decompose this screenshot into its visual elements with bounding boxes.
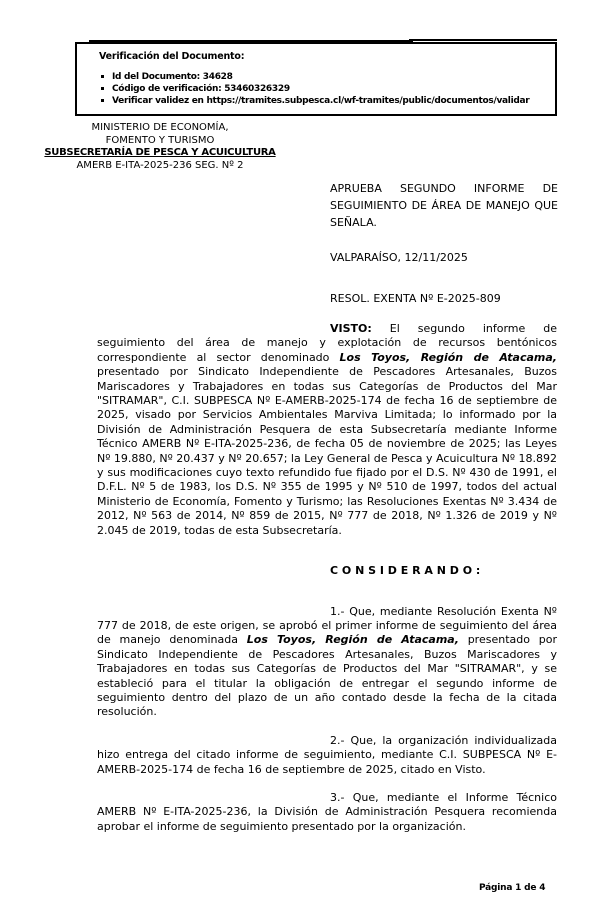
bullet-square-icon [101,87,104,90]
considerando-paragraph-2: 2.- Que, la organización individualizada hizo entrega del citado informe de seguimiento, mediante C.I. SUBPESCA Nº E-AMERB-2025-174 de fecha 16 de septiembre de 2025, citado en Visto. [97,733,557,776]
verification-box-top-bar-left [89,40,413,42]
bullet-square-icon [101,99,104,102]
verification-code [99,83,547,95]
ministry-line-2: FOMENTO Y TURISMO [105,134,215,146]
subsecretaria-line: SUBSECRETARÍA DE PESCA Y ACUICULTURA [44,147,276,158]
verification-code-text: Código de verificación: 53460326329 [112,84,290,94]
amerb-code-line: AMERB E-ITA-2025-236 SEG. Nº 2 [76,159,244,171]
bullet-square-icon [101,75,104,78]
verification-doc-id [99,71,547,83]
considerando-heading: C O N S I D E R A N D O : [330,564,481,578]
considerando-paragraph-1: 1.- Que, mediante Resolución Exenta Nº 777 de 2018, de este origen, se aprobó el primer informe de seguimiento del área de manejo denominada Los Toyos, Región de Atacama, presentado por Sindicato Independiente de Pescadores Artesanales, Buzos Mariscadores y Trabajadores en todas sus Categorías de Productos del Mar "SITRAMAR", y se estableció para el titular la obligación de entregar el segundo informe de seguimiento dentro del plazo de un año contado desde la fecha de la citada resolución. [97,604,557,719]
verification-url [99,95,547,107]
verification-url-text: Verificar validez en https://tramites.subpesca.cl/wf-tramites/public/documentos/validar [112,96,530,106]
verification-title: Verificación del Documento: [99,51,245,62]
document-body [97,322,557,834]
visto-paragraph: VISTO: El segundo informe de seguimiento del área de manejo y explotación de recursos bentónicos correspondiente al sector denominado Los Toyos, Región de Atacama, presentado por Sindicato Independiente de Pescadores Artesanales, Buzos Mariscadores y Trabajadores en todas sus Categorías de Productos del Mar "SITRAMAR", C.I. SUBPESCA Nº E-AMERB-2025-174 de fecha 16 de septiembre de 2025, visado por Servicios Ambientales Marviva Limitada; lo informado por la División de Administración Pesquera de esta Subsecretaría mediante Informe Técnico AMERB Nº E-ITA-2025-236, de fecha 05 de noviembre de 2025; las Leyes Nº 19.880, Nº 20.437 y Nº 20.657; la Ley General de Pesca y Acuicultura Nº 18.892 y sus modificaciones cuyo texto refundido fue fijado por el D.S. Nº 430 de 1991, el D.F.L. Nº 5 de 1983, los D.S. Nº 355 de 1995 y Nº 510 de 1997, todos del actual Ministerio de Economía, Fomento y Turismo; las Resoluciones Exentas Nº 3.434 de 2012, Nº 563 de 2014, Nº 859 de 2015, Nº 777 de 2018, Nº 1.326 de 2019 y Nº 2.045 de 2019, todas de esta Subsecretaría. [97,322,557,537]
verification-doc-id-text: Id del Documento: 34628 [112,72,233,82]
verification-box [75,42,557,116]
considerando-paragraph-3: 3.- Que, mediante el Informe Técnico AMERB Nº E-ITA-2025-236, la División de Administración Pesquera recomienda aprobar el informe de seguimiento presentado por la organización. [97,790,557,833]
letterhead [28,122,292,172]
city-date: VALPARAÍSO, 12/11/2025 [330,251,468,264]
ministry-line-1: MINISTERIO DE ECONOMÍA, [91,122,229,133]
title-block [330,180,558,307]
verification-list [99,71,547,107]
verification-box-top-bar-right [409,39,557,41]
document-title: APRUEBA SEGUNDO INFORME DE SEGUIMIENTO DE ÁREA DE MANEJO QUE SEÑALA. [330,182,558,229]
resolution-number: RESOL. EXENTA Nº E-2025-809 [330,292,501,305]
page-number: Página 1 de 4 [479,883,546,893]
